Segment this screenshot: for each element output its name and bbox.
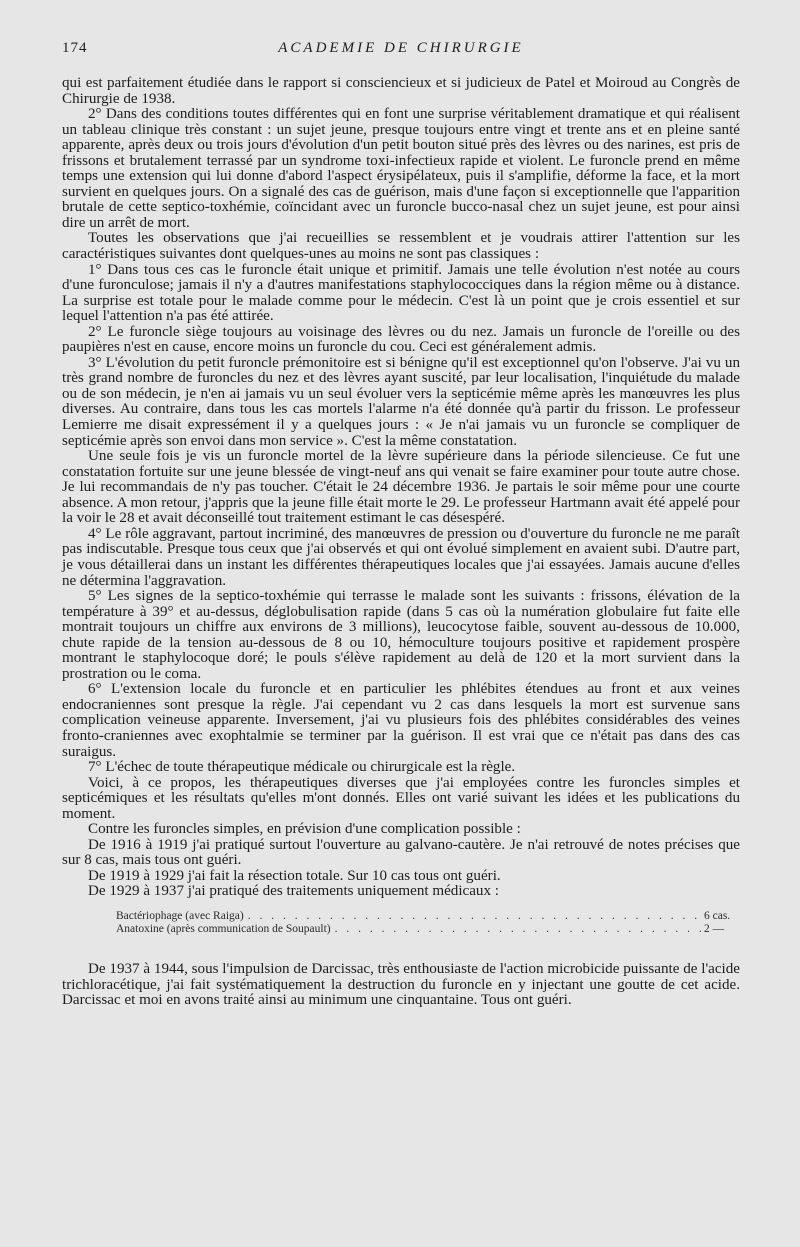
closing-paragraph: De 1937 à 1944, sous l'impulsion de Darcissac, très enthousiaste de l'action microbicide puissante de l'acide trichloracétique, j'ai fait systématiquement la destruction du furoncle en y injectant une goutte de cet acide. Darcissac et moi en avons traité ainsi au minimum une cinquantaine. Tous ont guéri.	[62, 960, 740, 1009]
paragraph: De 1919 à 1929 j'ai fait la résection totale. Sur 10 cas tous ont guéri.	[88, 867, 501, 884]
paragraph: 3° L'évolution du petit furoncle prémonitoire est si bénigne qu'il est exceptionnel qu'on l'observe. J'ai vu un très grand nombre de furoncles du nez et des lèvres ayant suscité, par leur localisation, l'inquiétude du malade ou de son médecin, je n'en ai jamais vu un seul évoluer vers la septicémie même après les manœuvres les plus diverses. Au contraire, dans tous les cas mortels l'alarme n'a été donnée qu'à partir du frisson. Le professeur Lemierre me disait expressément il y a quelques jours : « Je n'ai jamais vu un furoncle se compliquer de septicémie après son envoi dans mon service ». C'est la même constatation.	[62, 354, 740, 449]
paragraph: 2° Le furoncle siège toujours au voisinage des lèvres ou du nez. Jamais un furoncle de l'oreille ou des paupières n'est en cause, encore moins un furoncle du cou. Ceci est généralement admis.	[62, 323, 740, 356]
treatment-label: Anatoxine (après communication de Soupault)	[116, 922, 331, 935]
running-title: ACADEMIE DE CHIRURGIE	[278, 40, 524, 56]
article-body	[62, 76, 740, 1009]
paragraph: De 1929 à 1937 j'ai pratiqué des traitements uniquement médicaux :	[88, 883, 499, 900]
paragraph: 6° L'extension locale du furoncle et en particulier les phlébites étendues au front et aux veines endocraniennes sont presque la règle. J'ai cependant vu 2 cas dans lesquels la mort est survenue sans complication veineuse apparente. Inversement, j'ai vu plusieurs fois des phlébites considérables des veines fronto-craniennes avec exophtalmie se terminer par la guérison. Il est vrai que ce n'était pas dans des cas suraigus.	[62, 681, 740, 760]
paragraph: qui est parfaitement étudiée dans le rapport si consciencieux et si judicieux de Patel et Moiroud au Congrès de Chirurgie de 1938.	[62, 75, 740, 107]
paragraph: 4° Le rôle aggravant, partout incriminé, des manœuvres de pression ou d'ouverture du furoncle ne me paraît pas indiscutable. Presque tous ceux que j'ai observés et qui ont évolué simplement en avaient subi. D'autre part, je vous détaillerai dans un instant les différentes thérapeutiques locales que j'ai essayées. Jamais aucune d'elles ne détermina l'aggravation.	[62, 525, 740, 589]
paragraph: Contre les furoncles simples, en prévision d'une complication possible :	[88, 821, 521, 838]
dot-leader	[331, 923, 704, 936]
paragraph: 2° Dans des conditions toutes différentes qui en font une surprise véritablement dramatique et qui réalisent un tableau clinique très constant : un sujet jeune, presque toujours entre vingt et trente ans et en pleine santé apparente, après deux ou trois jours d'évolution d'un petit bouton situé près des lèvres ou des narines, est pris de frissons et brutalement terrassé par un syndrome toxi-infectieux rapide et violent. Le furoncle prend en même temps une extension qui lui donne d'abord l'aspect érysipélateux, puis il s'amplifie, déforme la face, et la mort survient en quelques jours. On a signalé des cas de guérison, mais d'une façon si exceptionnelle que l'apparition brutale de cette septico-toxhémie, coïncidant avec un furoncle bucco-nasal chez un sujet jeune, est pour ainsi dire un arrêt de mort.	[62, 106, 740, 231]
paragraph: 1° Dans tous ces cas le furoncle était unique et primitif. Jamais une telle évolution n'est notée au cours d'une furonculose; jamais il n'y a d'autres manifestations staphylococciques dans la région même ou à distance. La surprise est totale pour le malade comme pour le médecin. C'est là un point que je crois essentiel et sur lequel l'attention n'a pas été attirée.	[62, 261, 740, 325]
table-row	[116, 910, 742, 923]
spacer	[62, 948, 740, 962]
treatment-count: 2 —	[704, 922, 725, 935]
paragraph: Toutes les observations que j'ai recueillies se ressemblent et je voudrais attirer l'attention sur les caractéristiques suivantes dont quelques-unes au moins ne sont pas classiques :	[62, 230, 740, 263]
paragraph: Une seule fois je vis un furoncle mortel de la lèvre supérieure dans la période silencieuse. Ce fut une constatation fortuite sur une jeune blessée de vingt-neuf ans qui venait se faire examiner pour toute autre chose. Je lui recommandais de n'y pas toucher. C'était le 24 décembre 1936. Je partais le soir même pour une courte absence. A mon retour, j'appris que la jeune fille était morte le 29. Le professeur Hartmann avait été appelé pour la voir le 28 et avait déconseillé tout traitement estimant le cas désespéré.	[62, 448, 740, 527]
paragraph: 7° L'échec de toute thérapeutique médicale ou chirurgicale est la règle.	[88, 759, 516, 776]
dot-leader	[244, 910, 704, 923]
page-header	[62, 40, 740, 60]
paragraph: 5° Les signes de la septico-toxhémie qui terrasse le malade sont les suivants : frissons, élévation de la température à 39° et au-dessus, déglobulisation rapide (dans 5 cas où la numération globulaire fut faite elle montrait toujours un chiffre aux environs de 3 millions), leucocytose faible, souvent au-dessous de 10.000, chute rapide de la tension au-dessous de 8 ou 10, hémoculture toujours positive et rapidement prospère montrant le staphylocoque doré; le pouls s'élève rapidement au delà de 120 et la mort survient dans la prostration ou le coma.	[62, 588, 740, 682]
table-row	[116, 923, 742, 936]
treatments-table	[116, 910, 742, 936]
treatment-count: 6 cas.	[704, 909, 731, 922]
page-number: 174	[62, 40, 88, 56]
treatment-label: Bactériophage (avec Raiga)	[116, 909, 244, 922]
paragraph: De 1916 à 1919 j'ai pratiqué surtout l'ouverture au galvano-cautère. Je n'ai retrouvé de notes précises que sur 8 cas, mais tous ont guéri.	[62, 836, 740, 869]
paragraph: Voici, à ce propos, les thérapeutiques diverses que j'ai employées contre les furoncles simples et septicémiques et les résultats qu'elles m'ont donnés. Elles ont varié suivant les idées et les publications du moment.	[62, 774, 740, 822]
